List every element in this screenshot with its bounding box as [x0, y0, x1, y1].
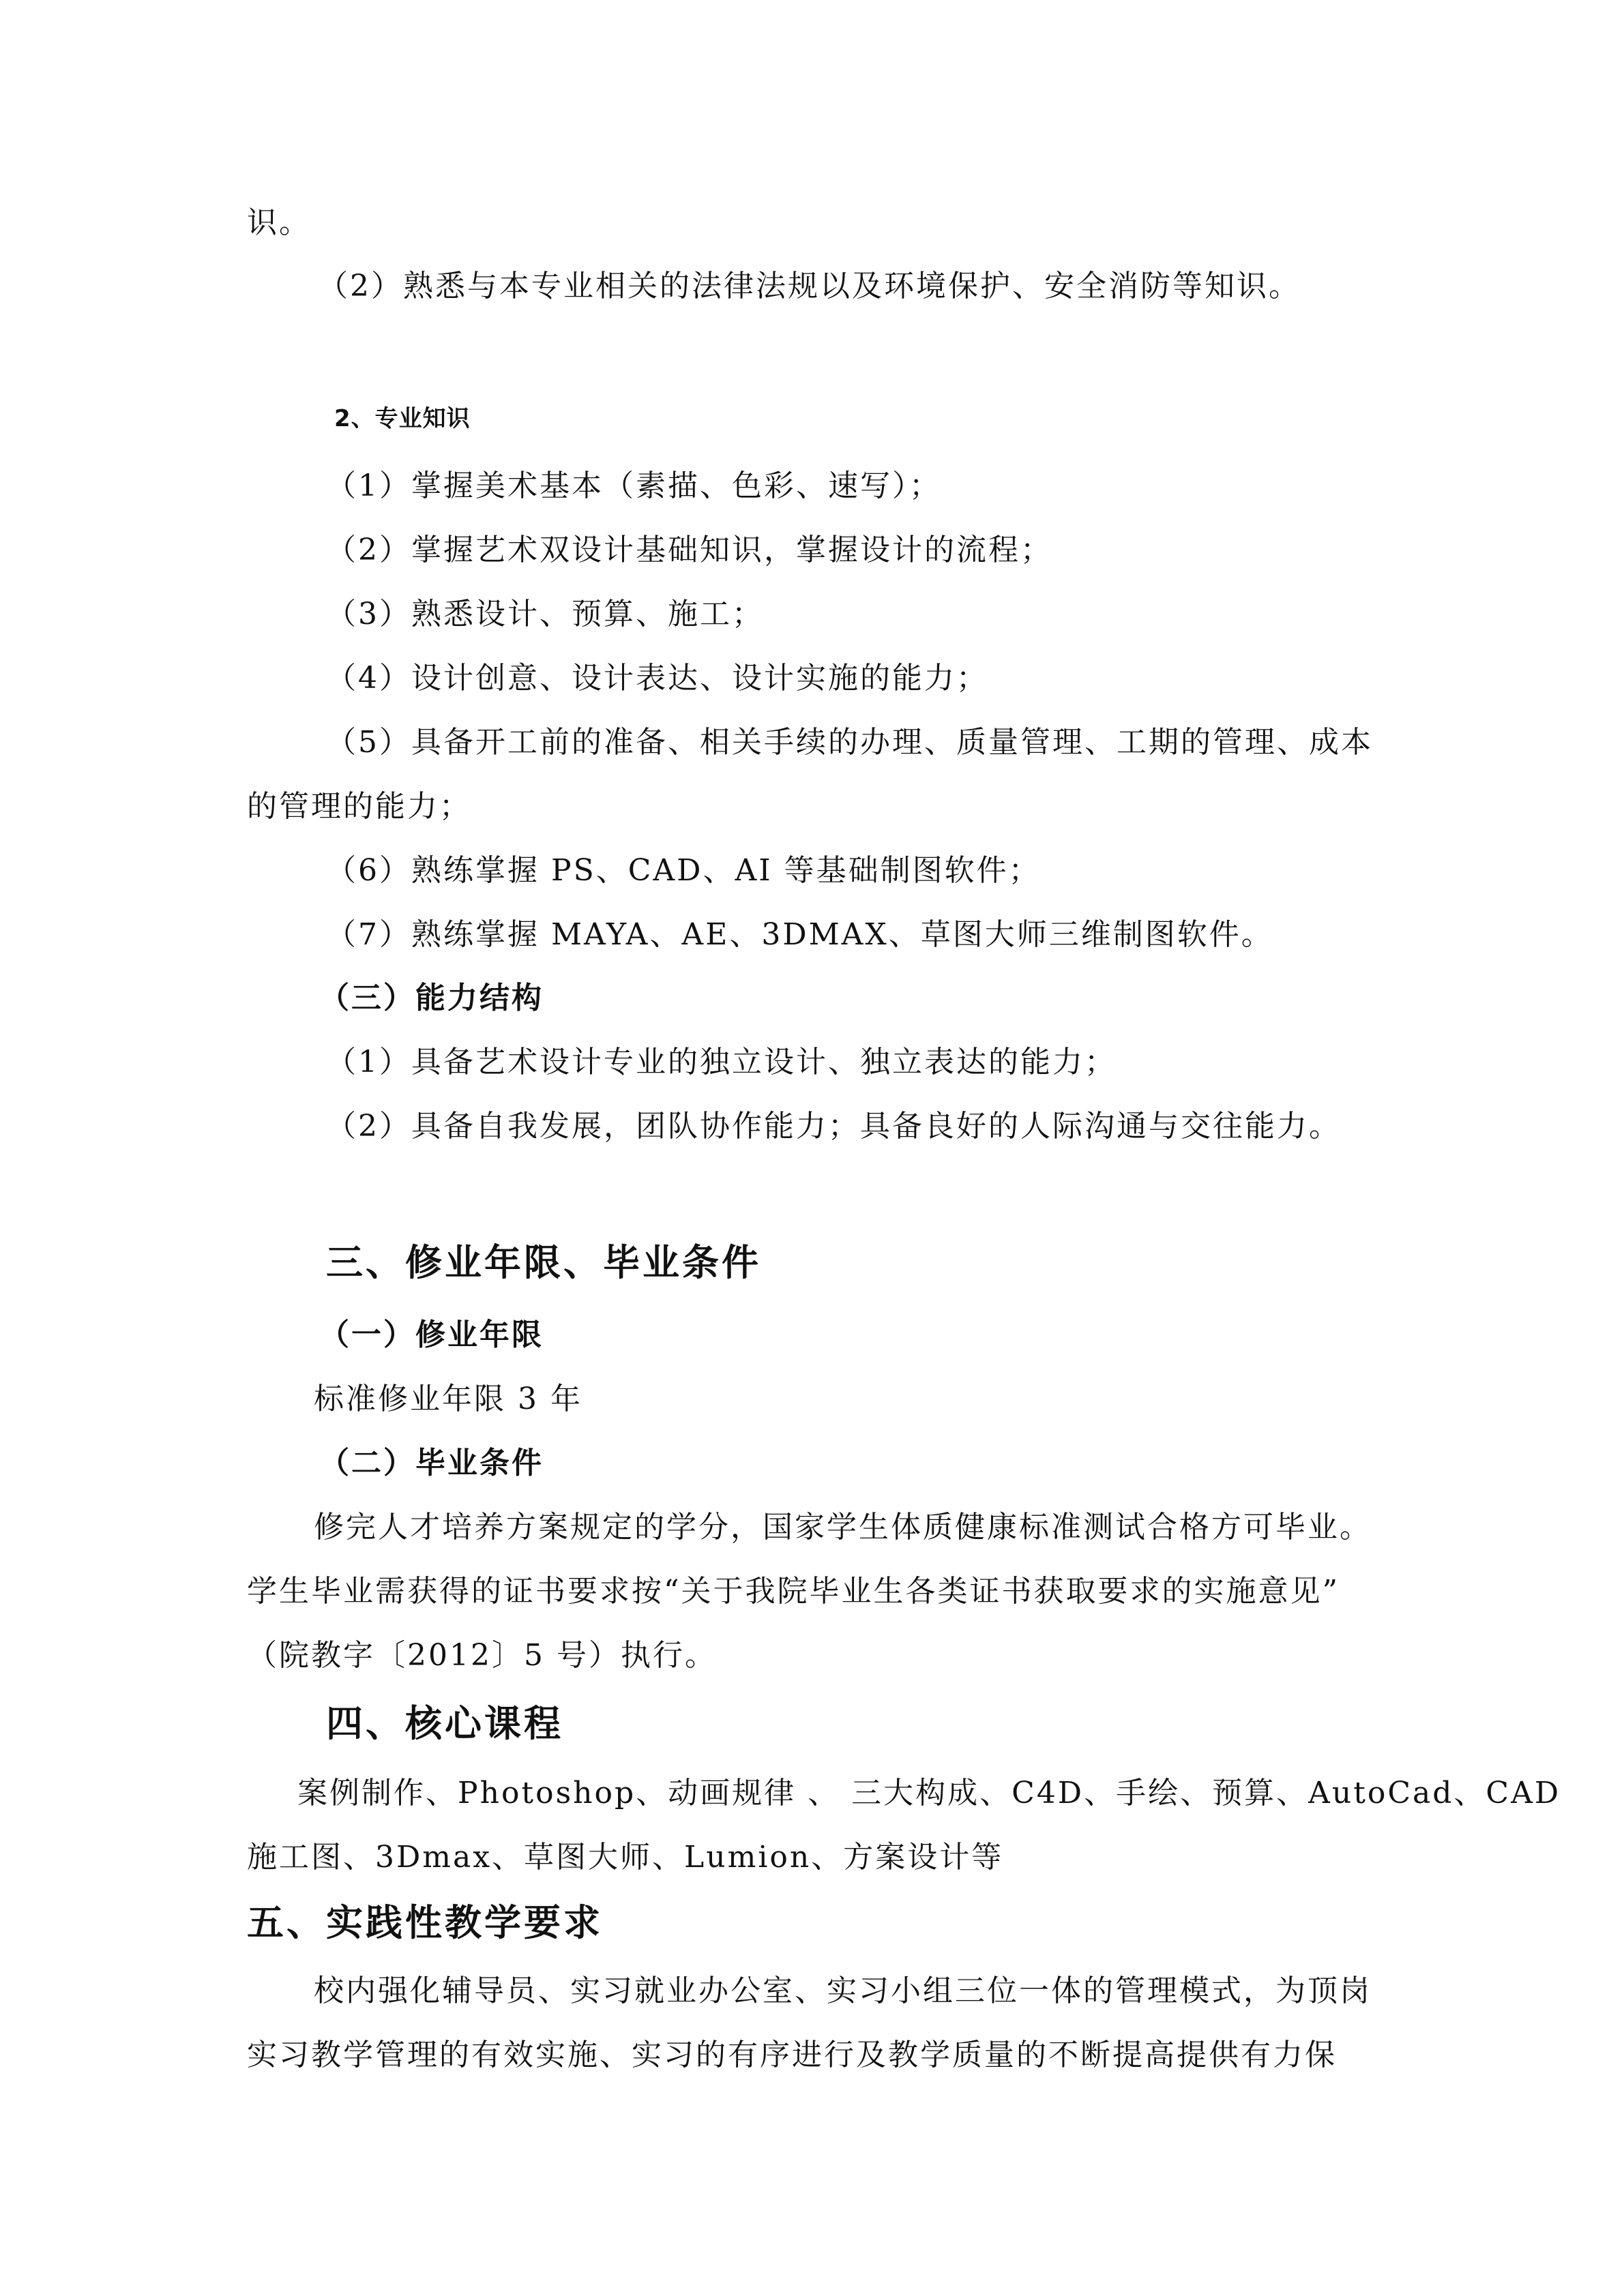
section-heading-professional-knowledge: 2、专业知识 [334, 405, 471, 432]
practical-teaching-line-2: 实习教学管理的有效实施、实习的有序进行及教学质量的不断提高提供有力保 [247, 2038, 1337, 2072]
section-heading-core-courses: 四、核心课程 [326, 1702, 563, 1745]
section-heading-ability-structure: （三）能力结构 [319, 981, 544, 1015]
ability-item-2: （2）具备自我发展，团队协作能力；具备良好的人际沟通与交往能力。 [326, 1109, 1341, 1144]
study-duration-text: 标准修业年限 3 年 [314, 1382, 582, 1416]
professional-knowledge-item-4: （4）设计创意、设计表达、设计实施的能力； [326, 661, 988, 696]
core-courses-line-2: 施工图、3Dmax、草图大师、Lumion、方案设计等 [247, 1840, 1004, 1875]
graduation-text-line-3: （院教字〔2012〕5 号）执行。 [247, 1638, 717, 1673]
professional-knowledge-item-3: （3）熟悉设计、预算、施工； [326, 597, 764, 631]
core-courses-line-1: 案例制作、Photoshop、动画规律 、 三大构成、C4D、手绘、预算、AutoCad、CAD [297, 1776, 1561, 1810]
professional-knowledge-item-5: （5）具备开工前的准备、相关手续的办理、质量管理、工期的管理、成本 [326, 725, 1373, 760]
professional-knowledge-item-2: （2）掌握艺术双设计基础知识，掌握设计的流程； [326, 533, 1052, 567]
practical-teaching-line-1: 校内强化辅导员、实习就业办公室、实习小组三位一体的管理模式，为顶岗 [314, 1973, 1372, 2008]
subheading-graduation-conditions: （二）毕业条件 [319, 1446, 544, 1480]
ability-item-1: （1）具备艺术设计专业的独立设计、独立表达的能力； [326, 1045, 1117, 1079]
professional-knowledge-item-7: （7）熟练掌握 MAYA、AE、3DMAX、草图大师三维制图软件。 [326, 917, 1273, 952]
professional-knowledge-item-6: （6）熟练掌握 PS、CAD、AI 等基础制图软件； [326, 853, 1041, 888]
professional-knowledge-item-1: （1）掌握美术基本（素描、色彩、速写）； [326, 468, 941, 503]
continuation-text: 识。 [247, 205, 311, 240]
section-heading-practical-teaching: 五、实践性教学要求 [247, 1901, 603, 1944]
graduation-text-line-2: 学生毕业需获得的证书要求按“关于我院毕业生各类证书获取要求的实施意见” [247, 1574, 1340, 1609]
graduation-text-line-1: 修完人才培养方案规定的学分，国家学生体质健康标准测试合格方可毕业。 [314, 1510, 1372, 1545]
section-heading-study-duration-graduation: 三、修业年限、毕业条件 [326, 1241, 761, 1284]
general-knowledge-item-2: （2）熟悉与本专业相关的法律法规以及环境保护、安全消防等知识。 [318, 269, 1301, 303]
professional-knowledge-item-5-cont: 的管理的能力； [247, 789, 471, 824]
subheading-study-duration: （一）修业年限 [319, 1317, 544, 1352]
